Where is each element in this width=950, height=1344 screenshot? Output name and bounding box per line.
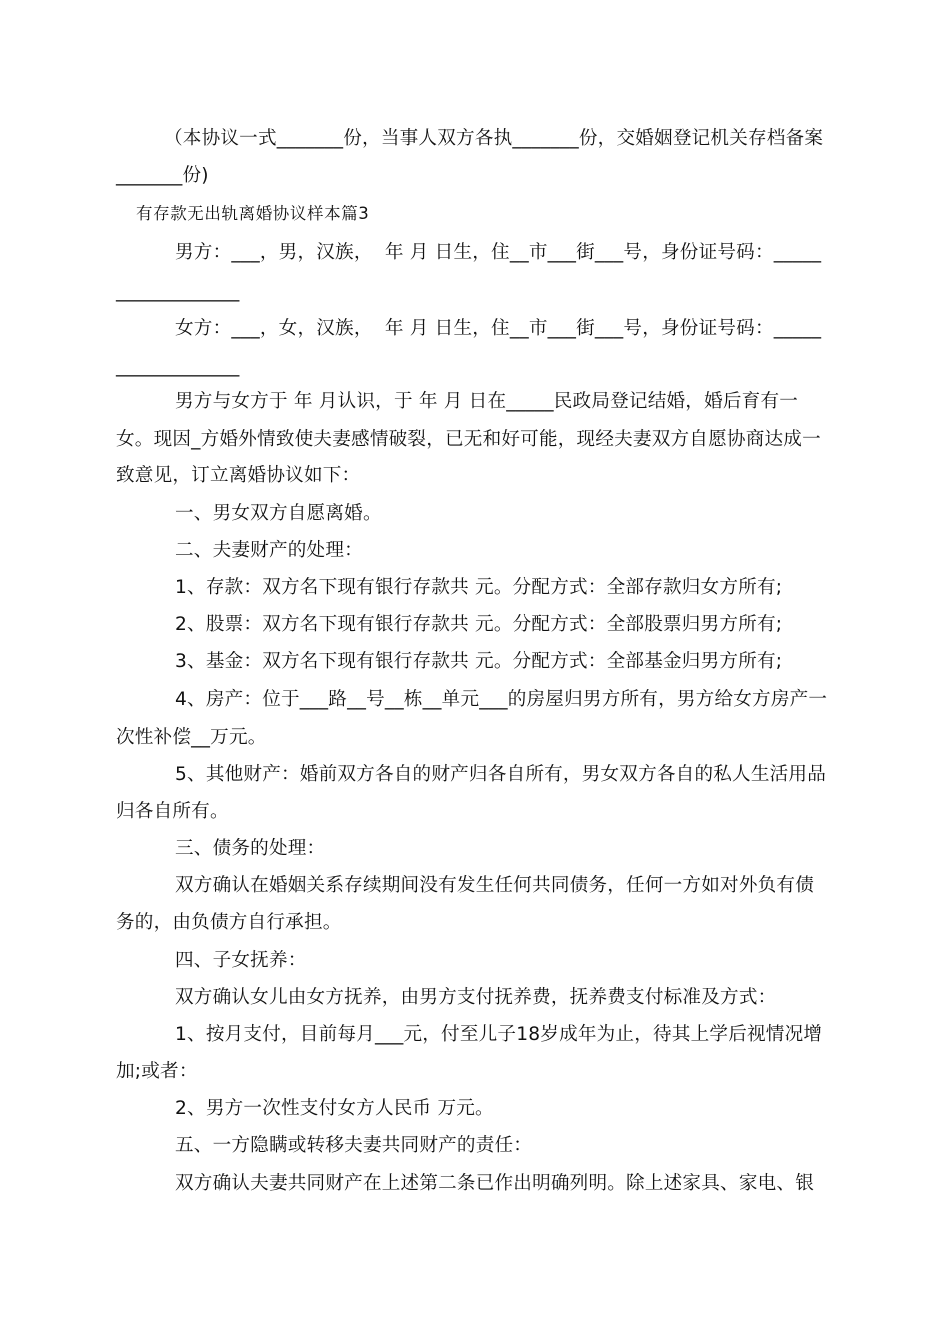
clause-2-heading: 二、夫妻财产的处理：	[175, 540, 363, 561]
wife-info-line-1: 女方：___，女，汉族， 年 月 日生，住__市___街___号，身份证号码：_____	[175, 318, 822, 339]
husband-info-line-2: _____________	[116, 281, 240, 302]
intro-paragraph-line-2: 女。现因_方婚外情致使夫妻感情破裂，已无和好可能，现经夫妻双方自愿协商达成一	[116, 429, 821, 450]
clause-2-item-2: 2、股票：双方名下现有银行存款共 元。分配方式：全部股票归男方所有;	[175, 614, 783, 635]
clause-3-body-line-1: 双方确认在婚姻关系存续期间没有发生任何共同债务，任何一方如对外负有债	[175, 875, 814, 896]
clause-2-item-1: 1、存款：双方名下现有银行存款共 元。分配方式：全部存款归女方所有;	[175, 577, 783, 598]
copies-clause-line-1: （本协议一式_______份，当事人双方各执_______份，交婚姻登记机关存档备案	[164, 128, 824, 149]
clause-4-item-1-line-2: 加;或者：	[116, 1061, 198, 1082]
clause-5-heading: 五、一方隐瞒或转移夫妻共同财产的责任：	[175, 1135, 533, 1156]
section-title: 有存款无出轨离婚协议样本篇3	[136, 204, 370, 223]
clause-2-item-4-line-2: 次性补偿__万元。	[116, 727, 267, 748]
clause-2-item-5-line-2: 归各自所有。	[116, 801, 229, 822]
copies-clause-line-2: _______份)	[116, 165, 209, 186]
clause-4-item-1-line-1: 1、按月支付，目前每月___元，付至儿子18岁成年为止，待其上学后视情况增	[175, 1024, 823, 1045]
wife-info-line-2: _____________	[116, 356, 240, 377]
clause-3-heading: 三、债务的处理：	[175, 838, 326, 859]
clause-4-body: 双方确认女儿由女方抚养，由男方支付抚养费，抚养费支付标准及方式：	[175, 987, 777, 1008]
clause-2-item-3: 3、基金：双方名下现有银行存款共 元。分配方式：全部基金归男方所有;	[175, 651, 783, 672]
clause-4-item-2: 2、男方一次性支付女方人民币 万元。	[175, 1098, 494, 1119]
husband-info-line-1: 男方：___，男，汉族， 年 月 日生，住__市___街___号，身份证号码：_____	[175, 242, 822, 263]
clause-4-heading: 四、子女抚养：	[175, 950, 307, 971]
intro-paragraph-line-3: 致意见，订立离婚协议如下：	[116, 465, 361, 486]
intro-paragraph-line-1: 男方与女方于 年 月认识，于 年 月 日在_____民政局登记结婚，婚后育有一	[175, 391, 799, 412]
clause-3-body-line-2: 务的，由负债方自行承担。	[116, 912, 342, 933]
clause-2-item-4-line-1: 4、房产：位于___路__号__栋__单元___的房屋归男方所有，男方给女方房产一	[175, 689, 828, 710]
clause-2-item-5-line-1: 5、其他财产：婚前双方各自的财产归各自所有，男女双方各自的私人生活用品	[175, 764, 827, 785]
clause-1-heading: 一、男女双方自愿离婚。	[175, 503, 382, 524]
clause-5-body-line-1: 双方确认夫妻共同财产在上述第二条已作出明确列明。除上述家具、家电、银	[175, 1173, 814, 1194]
